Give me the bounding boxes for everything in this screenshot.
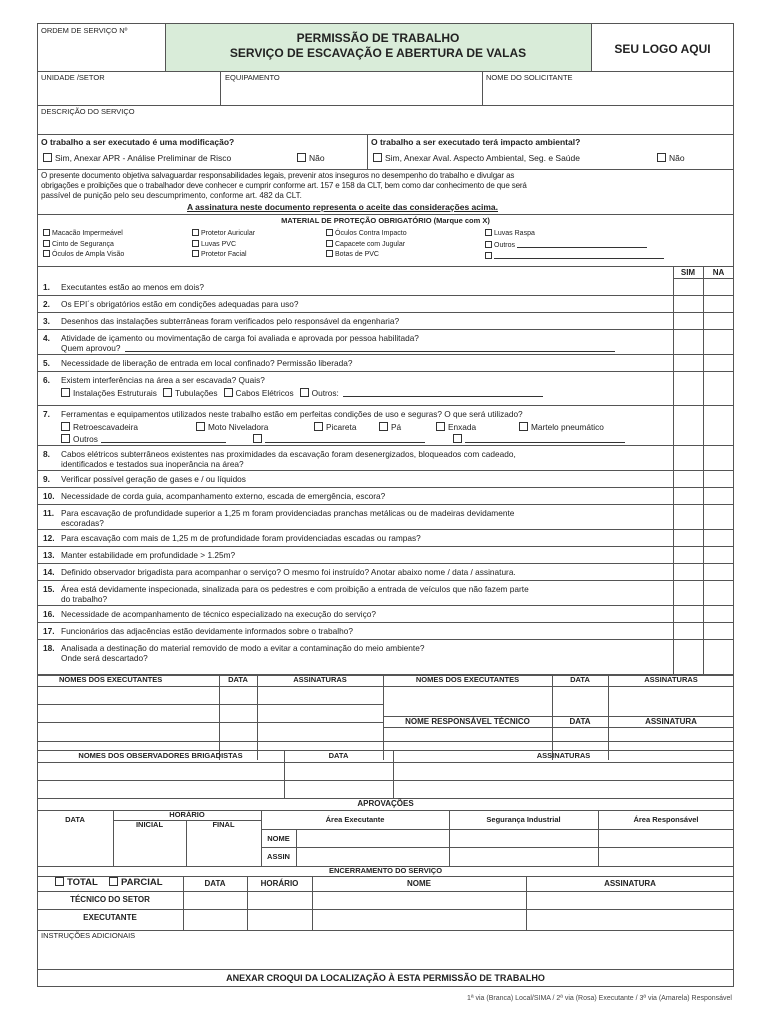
epi-item[interactable]: Cinto de Segurança	[43, 240, 124, 251]
q2-sim-label: Sim, Anexar Aval. Aspecto Ambiental, Seg. e Saúde	[385, 153, 580, 163]
checklist-na-cell[interactable]	[704, 505, 734, 529]
ferramenta-option[interactable]: Enxada	[436, 421, 476, 433]
q1-nao-option[interactable]	[297, 153, 325, 163]
ferramenta-option[interactable]: Pá	[379, 421, 401, 433]
ordem-label: ORDEM DE SERVIÇO Nº	[41, 26, 128, 35]
checklist-question	[43, 550, 235, 560]
checklist-sim-cell[interactable]	[674, 606, 703, 622]
ferramentas-options	[61, 421, 604, 445]
checklist-row	[37, 313, 734, 330]
question-text: Os EPI´s obrigatórios estão em condições adequadas para uso?	[61, 299, 299, 309]
epi-title: MATERIAL DE PROTEÇÃO OBRIGATÓRIO (Marque com X)	[281, 216, 490, 225]
obs-data-header: DATA	[328, 751, 349, 760]
checklist-sim-cell[interactable]	[674, 471, 703, 487]
exec-data-header-2: DATA	[570, 675, 590, 684]
legal-line-2: obrigações e proibições que o trabalhador deve conhecer e cumprir conforme art. 157 e 158 da CLT, bem como dar conhecimento de que será	[41, 181, 527, 190]
question-text-continued: identificados e testados sua inoperância na área?	[61, 459, 244, 469]
question-number: 5.	[43, 358, 50, 368]
aprov-seg-ind-header: Segurança Industrial	[486, 815, 561, 824]
checkbox[interactable]	[43, 153, 52, 162]
question-number: 13.	[43, 550, 55, 560]
question-number: 6.	[43, 375, 50, 385]
question-text: Funcionários das adjacências estão devidamente informados sobre o trabalho?	[61, 626, 353, 636]
equipamento-field[interactable]: EQUIPAMENTO	[225, 73, 280, 82]
checklist-na-cell[interactable]	[704, 296, 734, 312]
enc-nome-header: NOME	[407, 879, 431, 888]
checklist-na-cell[interactable]	[704, 355, 734, 371]
aprov-area-resp-header: Área Responsável	[633, 815, 699, 824]
checklist-sim-cell[interactable]	[674, 564, 703, 580]
question-number: 1.	[43, 282, 50, 292]
checklist-question	[43, 584, 529, 604]
obs-nomes-header: NOMES DOS OBSERVADORES BRIGADISTAS	[78, 751, 243, 760]
checklist-na-cell[interactable]	[704, 446, 734, 470]
exec-assin-header: ASSINATURAS	[293, 675, 347, 684]
enc-assinatura-header: ASSINATURA	[604, 879, 656, 888]
anexar-notice: ANEXAR CROQUI DA LOCALIZAÇÃO À ESTA PERMISSÃO DE TRABALHO	[226, 973, 545, 983]
question-text-continued: escoradas?	[61, 518, 104, 528]
enc-data-header: DATA	[204, 879, 226, 888]
checklist-na-cell[interactable]	[704, 564, 734, 580]
checkbox[interactable]	[297, 153, 306, 162]
checklist-question	[43, 643, 424, 663]
checklist-na-cell[interactable]	[704, 330, 734, 354]
checklist-na-cell[interactable]	[704, 530, 734, 546]
epi-item[interactable]: Óculos de Ampla Visão	[43, 250, 124, 261]
exec-nomes-header-2: NOMES DOS EXECUTANTES	[415, 675, 520, 684]
question-number: 11.	[43, 508, 55, 518]
checklist-sim-cell[interactable]	[674, 406, 703, 445]
enc-total-label: TOTAL	[67, 877, 98, 888]
checklist-question	[43, 609, 376, 619]
epi-item[interactable]: Capacete com Jugular	[326, 240, 407, 251]
exec-assin-header-2: ASSINATURAS	[644, 675, 698, 684]
question-number: 14.	[43, 567, 55, 577]
checkbox[interactable]	[657, 153, 666, 162]
aprov-nome-label: NOME	[267, 834, 290, 843]
ferramenta-option[interactable]: Martelo pneumático	[519, 421, 604, 433]
interferencia-option[interactable]: Instalações Estruturais	[61, 388, 157, 398]
enc-horario-header: HORÁRIO	[260, 879, 299, 888]
question-text: Desenhos das instalações subterrâneas foram verificados pelo responsável da engenharia?	[61, 316, 400, 326]
checklist-row	[37, 505, 734, 530]
checklist-sim-cell[interactable]	[674, 547, 703, 563]
ferramenta-option-blank[interactable]	[453, 433, 625, 445]
q1-sim-option[interactable]	[43, 153, 231, 163]
checklist-question	[43, 474, 246, 484]
question-text: Atividade de içamento ou movimentação de carga foi avaliada e aprovada por pessoa habilitada?	[61, 333, 419, 343]
checklist-na-cell[interactable]	[704, 623, 734, 639]
q2-nao-label: Não	[669, 153, 685, 163]
unidade-field[interactable]: UNIDADE /SETOR	[41, 73, 105, 82]
aprov-data-header: DATA	[65, 815, 85, 824]
checklist-na-cell[interactable]	[704, 279, 734, 295]
question-impacto: O trabalho a ser executado terá impacto ambiental?	[371, 137, 581, 147]
ferramenta-option-outros[interactable]: Outros	[61, 434, 226, 444]
checklist-sim-cell[interactable]	[674, 640, 703, 674]
checklist-na-cell[interactable]	[704, 406, 734, 445]
epi-item[interactable]: Protetor Auricular	[192, 229, 255, 240]
checklist-sim-cell[interactable]	[674, 581, 703, 605]
exec-nomes-header: NOMES DOS EXECUTANTES	[59, 675, 163, 684]
question-text-continued: Quem aprovou?	[43, 343, 615, 353]
checklist-na-cell[interactable]	[704, 372, 734, 405]
question-text: Executantes estão ao menos em dois?	[61, 282, 204, 292]
ferramenta-option-blank[interactable]	[253, 433, 425, 445]
checklist-na-cell[interactable]	[704, 547, 734, 563]
aprov-inicial-header: INICIAL	[135, 820, 164, 829]
question-text: Verificar possível geração de gases e / ou líquidos	[61, 474, 246, 484]
question-number: 3.	[43, 316, 50, 326]
question-number: 15.	[43, 584, 55, 594]
aprovacoes-title: APROVAÇÕES	[357, 799, 414, 808]
checklist-sim-cell[interactable]	[674, 446, 703, 470]
question-text-continued: do trabalho?	[61, 594, 108, 604]
legal-line-1: O presente documento objetiva salvaguardar responsabilidades legais, prevenir atos inseguros no desempenho do trabalho e divulgar as	[41, 171, 515, 180]
ferramenta-option[interactable]: Moto Niveladora	[196, 421, 268, 433]
epi-item[interactable]	[485, 251, 664, 263]
exec-data-header: DATA	[228, 675, 248, 684]
checklist-sim-cell[interactable]	[674, 355, 703, 371]
checklist-na-cell[interactable]	[704, 471, 734, 487]
checklist-question	[43, 316, 399, 326]
epi-item[interactable]: Luvas PVC	[192, 240, 255, 251]
epi-col-1	[43, 229, 124, 261]
checklist-question	[43, 626, 353, 636]
checklist-row	[37, 296, 734, 313]
checklist-question	[43, 358, 353, 368]
aprov-area-exec-header: Área Executante	[325, 815, 385, 824]
checklist-row	[37, 355, 734, 372]
enc-parcial-option[interactable]	[109, 877, 163, 889]
checklist-row	[37, 581, 734, 606]
checklist-row	[37, 530, 734, 547]
responsavel-tecnico-header: NOME RESPONSÁVEL TÉCNICO	[405, 717, 530, 726]
question-modificacao: O trabalho a ser executado é uma modificação?	[41, 137, 235, 147]
checklist-question	[43, 282, 204, 292]
aprov-horario-header: HORÁRIO	[169, 810, 205, 819]
epi-col-4	[485, 229, 664, 263]
q2-sim-option[interactable]	[373, 153, 580, 163]
question-number: 2.	[43, 299, 50, 309]
question-text: Para escavação de profundidade superior a 1,25 m foram providenciadas pranchas metálicas ou de madeiras devidamente	[61, 508, 515, 518]
ferramenta-option[interactable]: Picareta	[314, 421, 356, 433]
epi-col-2	[192, 229, 255, 261]
interferencia-option[interactable]: Outros:	[300, 388, 543, 398]
page-subtitle: SERVIÇO DE ESCAVAÇÃO E ABERTURA DE VALAS	[229, 46, 527, 60]
epi-item[interactable]: Botas de PVC	[326, 250, 407, 261]
question-text-continued: Onde será descartado?	[61, 653, 148, 663]
interferencia-option[interactable]: Tubulações	[163, 388, 218, 398]
checklist-sim-cell[interactable]	[674, 372, 703, 405]
col-sim-header: SIM	[680, 268, 696, 277]
checklist-row	[37, 488, 734, 505]
checklist-row	[37, 279, 734, 296]
checkbox[interactable]	[373, 153, 382, 162]
checklist-row	[37, 406, 734, 446]
logo-placeholder: SEU LOGO AQUI	[614, 42, 711, 56]
interferencia-option[interactable]: Cabos Elétricos	[224, 388, 294, 398]
solicitante-field[interactable]: NOME DO SOLICITANTE	[486, 73, 573, 82]
question-number: 16.	[43, 609, 55, 619]
checklist-sim-cell[interactable]	[674, 488, 703, 504]
question-number: 12.	[43, 533, 55, 543]
checklist-sim-cell[interactable]	[674, 296, 703, 312]
checklist-question	[43, 299, 299, 309]
checkbox[interactable]	[55, 877, 64, 886]
question-text: Necessidade de corda guia, acompanhamento externo, escada de emergência, escora?	[61, 491, 386, 501]
q1-nao-label: Não	[309, 153, 325, 163]
question-text: Necessidade de liberação de entrada em local confinado? Permissão liberada?	[61, 358, 353, 368]
question-text: Analisada a destinação do material removido de modo a evitar a contaminação do meio ambiente?	[61, 643, 425, 653]
checklist-question	[43, 409, 523, 419]
checklist-question	[43, 533, 421, 543]
checklist-question	[43, 567, 516, 577]
question-number: 9.	[43, 474, 50, 484]
instrucoes-field[interactable]: INSTRUÇÕES ADICIONAIS	[41, 931, 136, 940]
page-title: PERMISSÃO DE TRABALHO	[296, 31, 460, 45]
interferencias-options	[61, 388, 549, 398]
enc-tecnico-label: TÉCNICO DO SETOR	[70, 895, 150, 904]
col-na-header: NA	[712, 268, 725, 277]
enc-total-option[interactable]	[55, 877, 98, 889]
q1-sim-label: Sim, Anexar APR - Análise Preliminar de Risco	[55, 153, 232, 163]
checklist-row	[37, 372, 734, 406]
checklist-na-cell[interactable]	[704, 640, 734, 674]
descricao-field[interactable]: DESCRIÇÃO DO SERVIÇO	[41, 107, 135, 116]
resp-data-header: DATA	[569, 717, 591, 726]
checklist-row	[37, 564, 734, 581]
checklist-row	[37, 471, 734, 488]
checklist-question	[43, 491, 385, 501]
checklist-row	[37, 446, 734, 471]
checklist-row	[37, 640, 734, 675]
q2-nao-option[interactable]	[657, 153, 685, 163]
aprov-assin-label: ASSIN	[267, 852, 290, 861]
ferramenta-option[interactable]: Retroescavadeira	[61, 421, 138, 433]
epi-item[interactable]: Outros	[485, 240, 664, 252]
question-text: Necessidade de acompanhamento de técnico especializado na execução do serviço?	[61, 609, 377, 619]
question-number: 8.	[43, 449, 50, 459]
checklist-row	[37, 330, 734, 355]
enc-executante-label: EXECUTANTE	[83, 913, 137, 922]
question-text: Área está devidamente inspecionada, sinalizada para os pedestres e com proibição a entrada de veículos que não fazem parte	[61, 584, 529, 594]
checklist-na-cell[interactable]	[704, 581, 734, 605]
legal-line-3: passível de punição pelo seu descumprimento, conforme art. 482 da CLT.	[41, 191, 302, 200]
checklist-question	[43, 375, 265, 385]
checklist-na-cell[interactable]	[704, 606, 734, 622]
checklist-sim-cell[interactable]	[674, 313, 703, 329]
question-number: 18.	[43, 643, 55, 653]
epi-item[interactable]: Protetor Facial	[192, 250, 255, 261]
question-text: Manter estabilidade em profundidade > 1.25m?	[61, 550, 236, 560]
epi-col-3	[326, 229, 407, 261]
checklist-question	[43, 449, 516, 469]
checklist-sim-cell[interactable]	[674, 623, 703, 639]
legal-acceptance: A assinatura neste documento representa o aceite das considerações acima.	[187, 202, 499, 212]
checklist-question	[43, 508, 514, 528]
question-number: 10.	[43, 491, 55, 501]
epi-item[interactable]: Macacão Impermeável	[43, 229, 124, 240]
checklist-sim-cell[interactable]	[674, 530, 703, 546]
copies-footer: 1ª via (Branca) Local/SIMA / 2ª via (Rosa) Executante / 3ª via (Amarela) Responsável	[467, 995, 732, 1002]
checklist-sim-cell[interactable]	[674, 330, 703, 354]
checklist-sim-cell[interactable]	[674, 279, 703, 295]
enc-parcial-label: PARCIAL	[121, 877, 163, 888]
question-text: Definido observador brigadista para acompanhar o serviço? O mesmo foi instruído? Anotar abaixo nome / data / assinatura.	[61, 567, 516, 577]
permit-form	[37, 23, 734, 987]
epi-item[interactable]: Óculos Contra Impacto	[326, 229, 407, 240]
question-text: Existem interferências na área a ser escavada? Quais?	[61, 375, 265, 385]
aprov-final-header: FINAL	[212, 820, 235, 829]
question-text: Ferramentas e equipamentos utilizados neste trabalho estão em perfeitas condições de uso e seguras? O que será utilizado?	[61, 409, 523, 419]
obs-assin-header: ASSINATURAS	[536, 751, 591, 760]
question-number: 4.	[43, 333, 50, 343]
checklist-na-cell[interactable]	[704, 488, 734, 504]
checklist-sim-cell[interactable]	[674, 505, 703, 529]
checklist-row	[37, 606, 734, 623]
epi-item[interactable]: Luvas Raspa	[485, 229, 664, 240]
checklist-row	[37, 547, 734, 564]
question-text: Para escavação com mais de 1,25 m de profundidade foram providenciadas escadas ou rampas?	[61, 533, 421, 543]
checklist-na-cell[interactable]	[704, 313, 734, 329]
checkbox[interactable]	[109, 877, 118, 886]
checklist-question	[43, 333, 615, 353]
encerramento-title: ENCERRAMENTO DO SERVIÇO	[328, 866, 443, 875]
resp-assinatura-header: ASSINATURA	[645, 717, 697, 726]
question-number: 17.	[43, 626, 55, 636]
question-text: Cabos elétricos subterrâneos existentes nas proximidades da escavação foram desenergizados, bloqueados com cadeado,	[61, 449, 516, 459]
question-number: 7.	[43, 409, 50, 419]
checklist-row	[37, 623, 734, 640]
